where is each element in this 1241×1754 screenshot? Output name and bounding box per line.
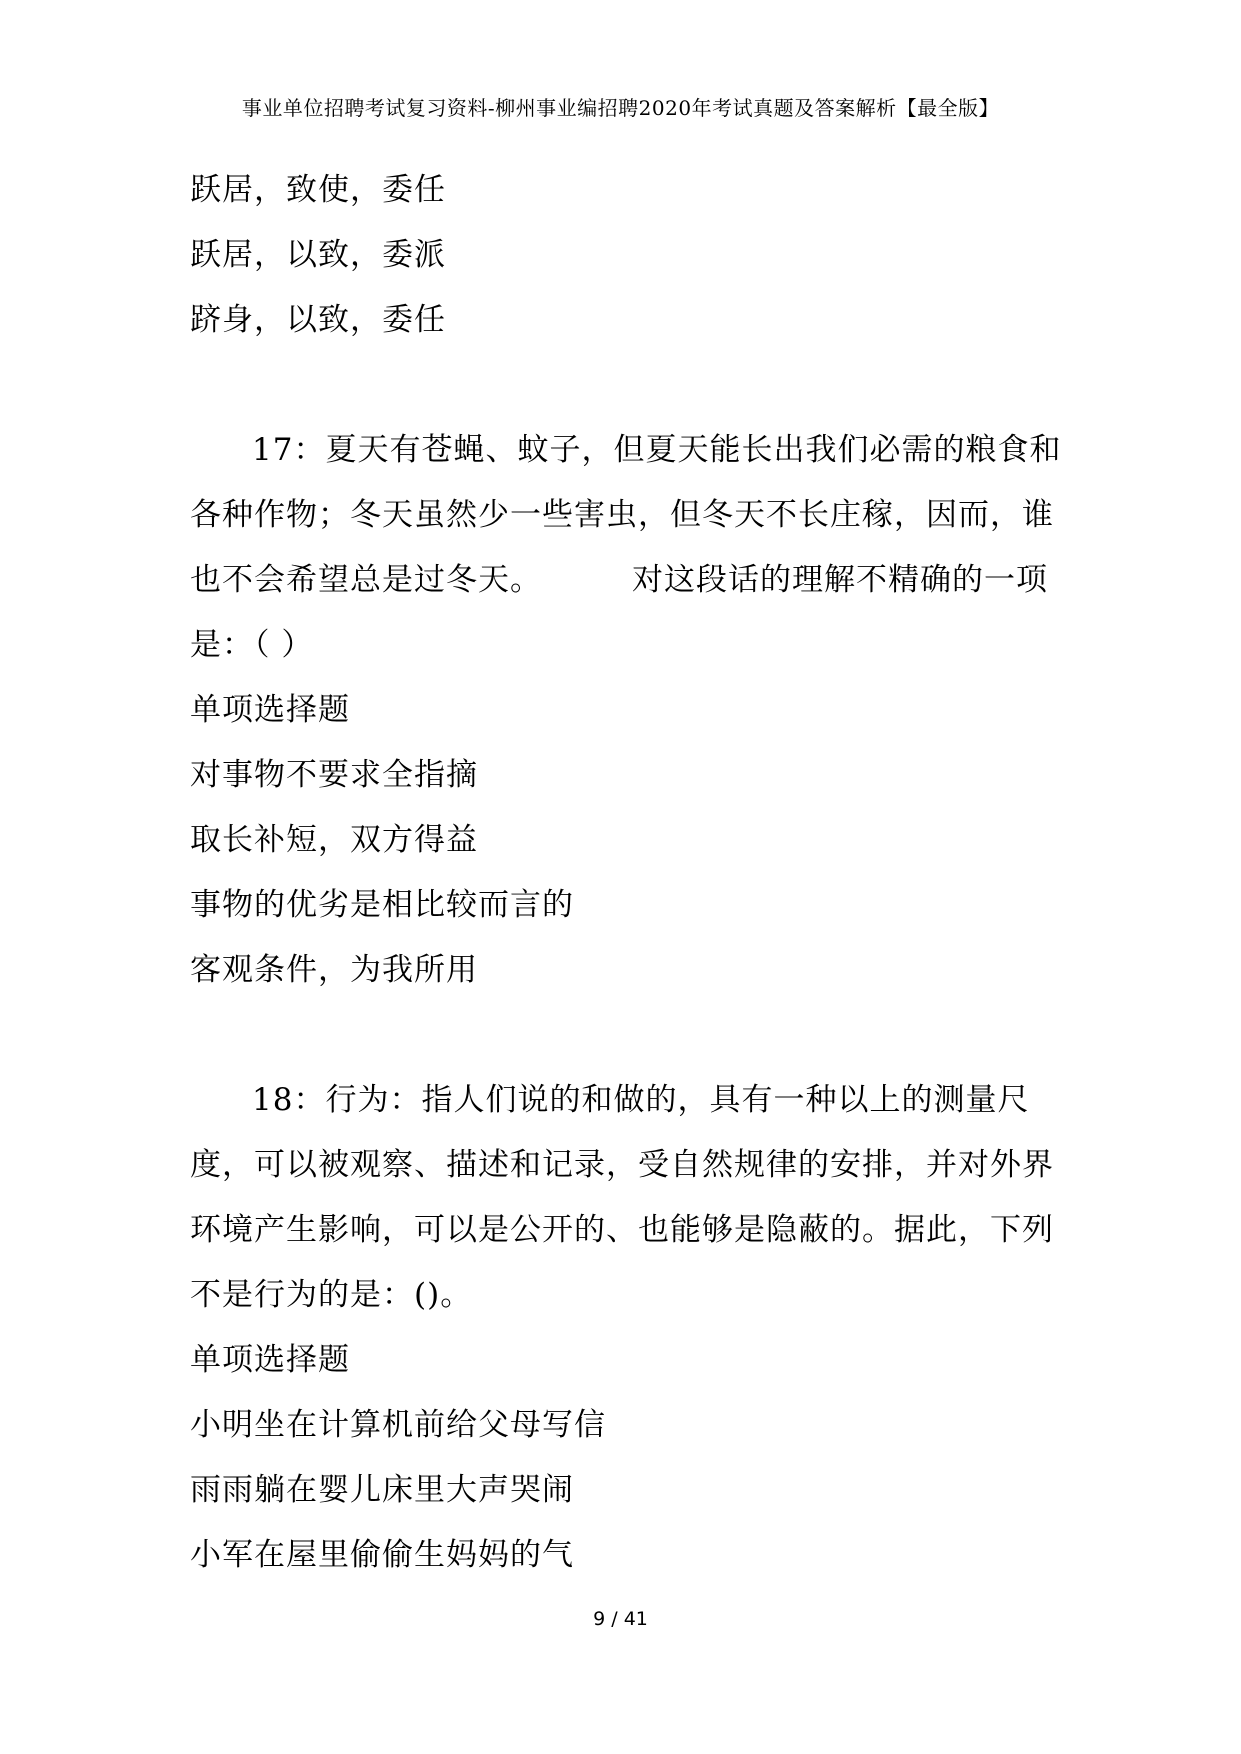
question-17-text: 17：夏天有苍蝇、蚊子，但夏天能长出我们必需的粮食和各种作物；冬天虽然少一些害虫，但冬天不长庄稼，因而，谁也不会希望总是过冬天。 — [190, 432, 1062, 598]
question-17-prompt: 对这段话的理解不精确的一项是：（ ） — [190, 562, 1048, 663]
spacer — [190, 353, 1070, 418]
question-18-option-a: 小明坐在计算机前给父母写信 — [190, 1407, 606, 1443]
page-header: 事业单位招聘考试复习资料-柳州事业编招聘2020年考试真题及答案解析【最全版】 — [241, 96, 1000, 120]
option-line: 跃居，致使，委任 — [190, 172, 446, 208]
question-17-option-d: 客观条件，为我所用 — [190, 952, 478, 988]
question-17-option-a: 对事物不要求全指摘 — [190, 757, 478, 793]
question-17-type: 单项选择题 — [190, 692, 350, 728]
option-line: 跃居，以致，委派 — [190, 237, 446, 273]
page-number: 9 / 41 — [593, 1608, 648, 1630]
question-17-option-b: 取长补短，双方得益 — [190, 822, 478, 858]
option-line: 跻身，以致，委任 — [190, 302, 446, 338]
question-18-option-b: 雨雨躺在婴儿床里大声哭闹 — [190, 1472, 574, 1508]
question-17-stem — [190, 418, 1070, 678]
question-18-type: 单项选择题 — [190, 1342, 350, 1378]
question-18-option-c: 小军在屋里偷偷生妈妈的气 — [190, 1537, 574, 1573]
spacer — [190, 1003, 1070, 1068]
document-body — [190, 158, 1070, 1588]
question-18-stem: 18：行为：指人们说的和做的，具有一种以上的测量尺度，可以被观察、描述和记录，受自然规律的安排，并对外界环境产生影响，可以是公开的、也能够是隐蔽的。据此，下列不是行为的是：()。 — [190, 1082, 1054, 1313]
question-17-option-c: 事物的优劣是相比较而言的 — [190, 887, 574, 923]
